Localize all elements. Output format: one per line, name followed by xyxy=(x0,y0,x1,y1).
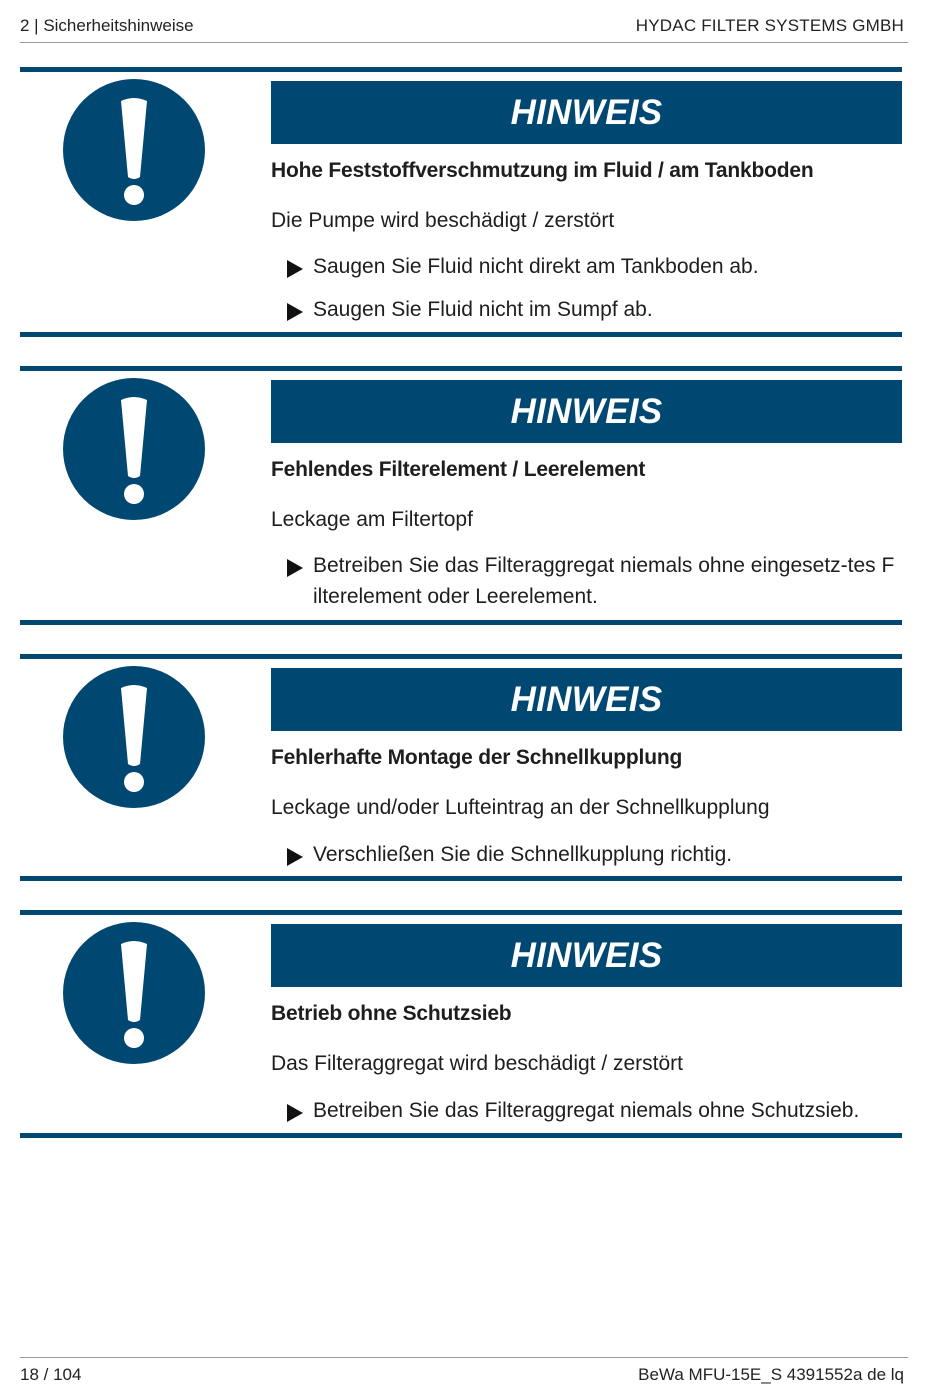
exclamation-circle-icon xyxy=(63,922,205,1064)
page-footer xyxy=(20,1357,908,1386)
action-step xyxy=(287,839,902,870)
action-step-text: Saugen Sie Fluid nicht im Sumpf ab. xyxy=(313,298,653,321)
notice-consequence: Leckage und/oder Lufteintrag an der Schnellkupplung xyxy=(271,796,770,819)
signal-word-banner: HINWEIS xyxy=(271,380,902,443)
signal-word-banner: HINWEIS xyxy=(271,81,902,144)
section-title: 2 | Sicherheitshinweise xyxy=(20,16,194,35)
exclamation-circle-icon xyxy=(63,378,205,520)
notice-consequence: Leckage am Filtertopf xyxy=(271,508,473,531)
notice-consequence: Das Filteraggregat wird beschädigt / zerstört xyxy=(271,1052,684,1075)
divider-bottom xyxy=(20,876,902,881)
notice-box xyxy=(20,910,902,1140)
notice-heading: Betrieb ohne Schutzsieb xyxy=(271,1002,512,1025)
divider-bottom xyxy=(20,1133,902,1138)
action-step-text: Verschließen Sie die Schnellkupplung richtig. xyxy=(313,843,733,866)
action-step-text: Betreiben Sie das Filteraggregat niemals ohne eingesetz-tes Filterelement oder Leerelement. xyxy=(313,554,895,608)
page-header xyxy=(20,14,908,43)
action-step xyxy=(287,294,902,325)
divider-bottom xyxy=(20,620,902,625)
action-step xyxy=(287,1095,902,1126)
action-step xyxy=(287,251,902,282)
signal-word-banner: HINWEIS xyxy=(271,924,902,987)
signal-word-banner: HINWEIS xyxy=(271,668,902,731)
arrow-right-icon xyxy=(287,303,303,321)
notice-box xyxy=(20,654,902,884)
arrow-right-icon xyxy=(287,848,303,866)
divider-top xyxy=(20,910,902,915)
notice-consequence: Die Pumpe wird beschädigt / zerstört xyxy=(271,209,615,232)
arrow-right-icon xyxy=(287,559,303,577)
notice-heading: Fehlendes Filterelement / Leerelement xyxy=(271,458,646,481)
notice-heading: Hohe Feststoffverschmutzung im Fluid / am Tankboden xyxy=(271,159,814,182)
divider-top xyxy=(20,654,902,659)
page-number: 18 / 104 xyxy=(20,1365,82,1384)
action-step-text: Betreiben Sie das Filteraggregat niemals ohne Schutzsieb. xyxy=(313,1099,860,1122)
divider-top xyxy=(20,67,902,72)
arrow-right-icon xyxy=(287,1104,303,1122)
notice-heading: Fehlerhafte Montage der Schnellkupplung xyxy=(271,746,683,769)
notice-box xyxy=(20,366,902,628)
company-name: HYDAC FILTER SYSTEMS GMBH xyxy=(635,16,904,35)
exclamation-circle-icon xyxy=(63,79,205,221)
divider-top xyxy=(20,366,902,371)
divider-bottom xyxy=(20,332,902,337)
arrow-right-icon xyxy=(287,260,303,278)
notice-box xyxy=(20,67,902,339)
document-reference: BeWa MFU-15E_S 4391552a de lq xyxy=(638,1365,904,1384)
action-step xyxy=(287,550,897,612)
exclamation-circle-icon xyxy=(63,666,205,808)
action-step-text: Saugen Sie Fluid nicht direkt am Tankboden ab. xyxy=(313,255,759,278)
